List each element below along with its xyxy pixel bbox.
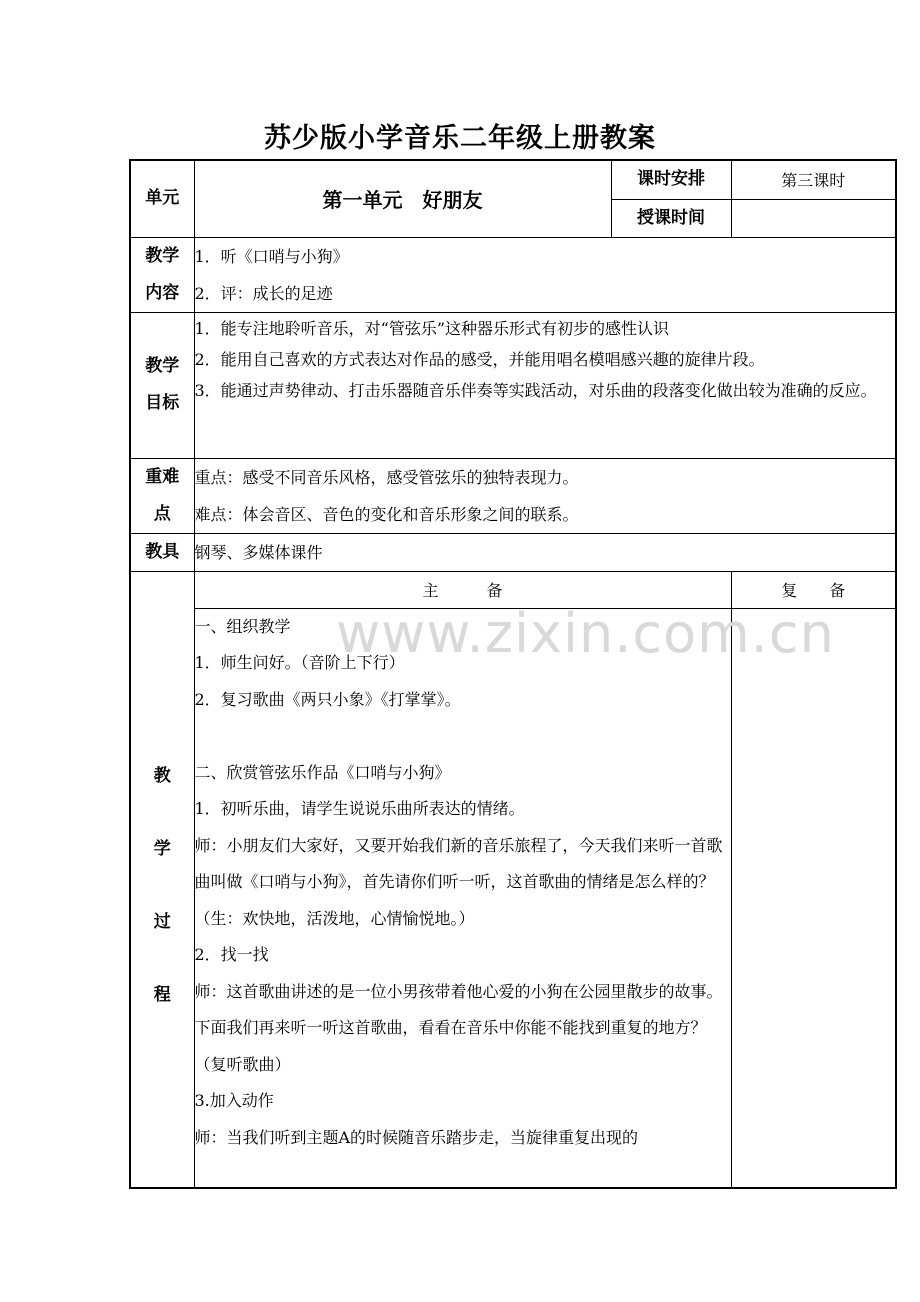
process-main-cell xyxy=(194,608,731,1188)
process-line: 2．找一找 xyxy=(194,945,269,964)
process-blank-line xyxy=(195,718,731,755)
process-line: 二、欣赏管弦乐作品《口哨与小狗》 xyxy=(194,762,451,782)
goal-line: 2．能用自己喜欢的方式表达对作品的感受，并能用唱名模唱感兴趣的旋律片段。 xyxy=(194,349,765,369)
teaching-time-value xyxy=(731,199,896,237)
process-line: （生：欢快地，活泼地，心情愉悦地。） xyxy=(194,908,475,928)
schedule-label: 课时安排 xyxy=(611,160,731,199)
process-line: 师：当我们听到主题A的时候随音乐踏步走，当旋律重复出现的 xyxy=(194,1127,639,1147)
content-label xyxy=(130,237,194,312)
review-header: 复 备 xyxy=(731,571,896,608)
goals-label-line: 目标 xyxy=(145,393,180,413)
page-title: 苏少版小学音乐二年级上册教案 xyxy=(264,123,656,154)
keypoint-line: 难点：体会音区、音色的变化和音乐形象之间的联系。 xyxy=(194,504,579,524)
process-line: 1．初听乐曲，请学生说说乐曲所表达的情绪。 xyxy=(194,799,525,818)
main-prep-header: 主 备 xyxy=(194,571,731,608)
unit-label: 单元 xyxy=(130,160,194,237)
goals-label-line: 教学 xyxy=(145,356,180,376)
process-line: 2．复习歌曲《两只小象》《打掌掌》。 xyxy=(194,689,461,709)
unit-value: 第一单元 好朋友 xyxy=(194,160,611,237)
process-label-char: 过 xyxy=(153,911,171,932)
goal-line: 3．能通过声势律动、打击乐器随音乐伴奏等实践活动，对乐曲的段落变化做出较为准确的反应。 xyxy=(194,380,877,400)
process-line: 3.加入动作 xyxy=(194,1091,274,1110)
content-label-line: 教学 xyxy=(145,245,180,266)
process-line: 师：小朋友们大家好，又要开始我们新的音乐旅程了，今天我们来听一首歌曲叫做《口哨与小狗》，首先请你们听一听，这首歌曲的情绪是怎么样的？ xyxy=(194,835,723,891)
keypoints-label-line: 点 xyxy=(153,503,171,524)
goals-label xyxy=(130,312,194,458)
content-line: 2．评：成长的足迹 xyxy=(194,283,333,303)
watermark: www.zixin.com.cn xyxy=(336,602,835,665)
teaching-time-label: 授课时间 xyxy=(611,199,731,237)
process-label-char: 程 xyxy=(153,984,171,1005)
tools-label: 教具 xyxy=(130,533,194,571)
process-line: 1．师生问好。（音阶上下行） xyxy=(194,653,405,672)
process-label-char: 教 xyxy=(153,765,171,786)
content-cell xyxy=(194,237,896,312)
lesson-plan-table xyxy=(129,159,897,1189)
keypoints-label-line: 重难 xyxy=(145,466,180,487)
goal-line: 1．能专注地聆听音乐，对“管弦乐”这种器乐形式有初步的感性认识 xyxy=(194,318,670,338)
process-label xyxy=(130,571,194,1188)
content-line: 1．听《口哨与小狗》 xyxy=(194,246,349,266)
process-line: 师：这首歌曲讲述的是一位小男孩带着他心爱的小狗在公园里散步的故事。下面我们再来听一听这首歌曲，看看在音乐中你能不能找到重复的地方？（复听歌曲） xyxy=(194,981,723,1074)
content-label-line: 内容 xyxy=(145,282,180,303)
keypoints-cell xyxy=(194,458,896,533)
process-line: 一、组织教学 xyxy=(194,616,291,636)
process-label-char: 学 xyxy=(153,838,171,859)
review-cell xyxy=(731,608,896,1188)
keypoints-label xyxy=(130,458,194,533)
goals-cell xyxy=(194,312,896,458)
tools-value: 钢琴、多媒体课件 xyxy=(194,533,896,571)
schedule-value: 第三课时 xyxy=(731,160,896,199)
keypoint-line: 重点：感受不同音乐风格，感受管弦乐的独特表现力。 xyxy=(194,467,579,487)
